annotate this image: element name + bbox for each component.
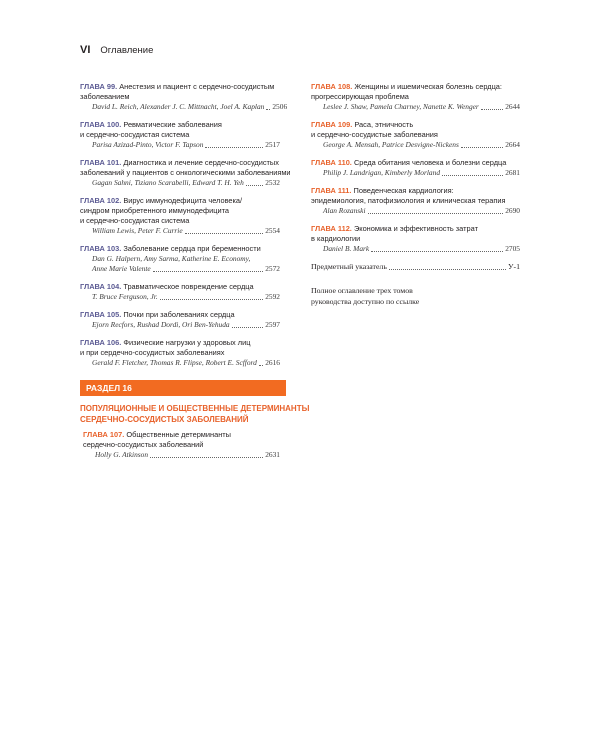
- toc-entry[interactable]: [80, 338, 280, 368]
- chapter-title-line: [311, 186, 520, 196]
- chapter-authors-line: [92, 320, 280, 330]
- chapter-title-line: [311, 92, 520, 102]
- note-line: руководства доступно по ссылке: [311, 296, 420, 306]
- chapter-title-text: заболеваний у пациентов с онкологическими заболеваниями: [80, 168, 291, 177]
- chapter-authors: Gerald F. Fletcher, Thomas R. Flipse, Robert E. Scfford: [92, 358, 257, 367]
- page-ref: 2690: [505, 206, 520, 215]
- chapter-title-text: Диагностика и лечение сердечно-сосудистых: [123, 158, 279, 167]
- chapter-authors: George A. Mensah, Patrice Desvigne-Nickens: [323, 140, 459, 149]
- chapter-title-line: [80, 130, 280, 140]
- toc-entry[interactable]: [311, 82, 520, 112]
- chapter-authors-line: [92, 140, 280, 150]
- toc-entry[interactable]: [80, 120, 280, 150]
- note-line: Полное оглавление трех томов: [311, 286, 413, 295]
- chapter-authors: Ejorn Recfors, Rushad Dordi, Ori Ben-Yehuda: [92, 320, 230, 329]
- chapter-authors: Philip J. Landrigan, Kimberly Morland: [323, 168, 441, 177]
- running-header: Оглавление: [100, 45, 154, 56]
- page-ref: 2705: [505, 244, 520, 253]
- leader-dots: [185, 233, 264, 234]
- chapter-title-line: [80, 310, 280, 320]
- chapter-title-line: [311, 196, 520, 206]
- toc-entry[interactable]: [311, 224, 520, 254]
- chapter-title-line: [80, 196, 280, 206]
- chapter-number: ГЛАВА 105.: [80, 310, 122, 319]
- leader-dots: [150, 457, 263, 458]
- right-column: [311, 82, 520, 307]
- chapter-title-line: [80, 168, 291, 178]
- chapter-authors: Holly G. Atkinson: [95, 450, 149, 459]
- chapter-title-text: Ревматические заболевания: [123, 120, 222, 129]
- page-number: VI: [80, 44, 91, 56]
- leader-dots: [259, 365, 263, 366]
- chapter-number: ГЛАВА 100.: [80, 120, 122, 129]
- chapter-number: ГЛАВА 106.: [80, 338, 122, 347]
- chapter-authors: Leslee J. Shaw, Pamela Charney, Nanette K. Wenger: [323, 102, 479, 111]
- toc-entry[interactable]: [80, 82, 288, 112]
- page-ref: 2517: [265, 140, 280, 149]
- chapter-title-text: и сердечно-сосудистая система: [80, 216, 190, 225]
- subject-index-label: Предметный указатель: [311, 262, 387, 271]
- chapter-authors-line: [92, 358, 280, 368]
- leader-dots: [266, 109, 270, 110]
- chapter-title-text: Вирус иммунодефицита человека/: [123, 196, 243, 205]
- chapter-authors-line: [92, 102, 288, 112]
- chapter-authors-line: [92, 264, 280, 274]
- chapter-authors: William Lewis, Peter F. Currie: [92, 226, 183, 235]
- chapter-title-text: Женщины и ишемическая болезнь сердца:: [354, 82, 502, 91]
- toc-entry[interactable]: [311, 186, 520, 216]
- chapter-number: ГЛАВА 112.: [311, 224, 352, 233]
- chapter-authors: Parisa Azizad-Pinto, Victor F. Tapson: [92, 140, 204, 149]
- chapter-title-text: Травматическое повреждение сердца: [123, 282, 254, 291]
- chapter-authors: T. Bruce Ferguson, Jr.: [92, 292, 158, 301]
- toc-entry[interactable]: [311, 158, 520, 178]
- chapter-authors: Gagan Sahni, Tiziano Scarabelli, Edward T. H. Yeh: [92, 178, 244, 187]
- page-ref: 2532: [265, 178, 280, 187]
- toc-entry[interactable]: [80, 244, 280, 274]
- leader-dots: [389, 269, 506, 270]
- chapter-authors: Alan Rozanski: [323, 206, 366, 215]
- chapter-authors-line: [323, 102, 520, 112]
- toc-entry[interactable]: [80, 158, 291, 188]
- leader-dots: [368, 213, 504, 214]
- chapter-title-text: Среда обитания человека и болезни сердца: [353, 158, 507, 167]
- chapter-title-line: [80, 120, 280, 130]
- chapter-authors: David L. Reich, Alexander J. C. Mittnacht, Joel A. Kaplan: [92, 102, 265, 111]
- chapter-title-text: Заболевание сердца при беременности: [123, 244, 261, 253]
- page-ref: 2681: [505, 168, 520, 177]
- full-toc-note: [311, 286, 520, 307]
- chapter-number: ГЛАВА 108.: [311, 82, 353, 91]
- page-ref: 2506: [272, 102, 288, 111]
- toc-entry[interactable]: [80, 196, 280, 236]
- page-ref: 2592: [265, 292, 280, 301]
- chapter-title-line: [311, 224, 520, 234]
- chapter-number: ГЛАВА 99.: [80, 82, 118, 91]
- chapter-title-line: [80, 92, 280, 102]
- subject-index-link[interactable]: [311, 262, 520, 272]
- chapter-title-line: [311, 120, 520, 130]
- chapter-title-line: [83, 430, 280, 440]
- section-title-line: СЕРДЕЧНО-СОСУДИСТЫХ ЗАБОЛЕВАНИЙ: [80, 414, 249, 424]
- chapter-title-text: и сердечно-сосудистые заболевания: [311, 130, 438, 139]
- chapter-title-text: Поведенческая кардиология:: [353, 186, 454, 195]
- chapter-authors-line: [95, 450, 280, 460]
- chapter-title-text: Общественные детерминанты: [126, 430, 231, 439]
- chapter-authors-line: [323, 140, 520, 150]
- toc-entry[interactable]: [80, 282, 280, 302]
- chapter-title-line: [80, 82, 280, 92]
- chapter-authors: Anne Marie Valente: [92, 264, 151, 273]
- chapter-authors-line: [323, 168, 520, 178]
- section-label-bar: РАЗДЕЛ 16: [80, 380, 286, 396]
- chapter-title-text: и сердечно-сосудистая система: [80, 130, 190, 139]
- chapter-title-text: Физические нагрузки у здоровых лиц: [123, 338, 251, 347]
- chapter-number: ГЛАВА 107.: [83, 430, 125, 439]
- toc-entry[interactable]: [311, 120, 520, 150]
- chapter-number: ГЛАВА 111.: [311, 186, 352, 195]
- leader-dots: [160, 299, 264, 300]
- page-header: [80, 44, 153, 56]
- chapter-title-line: [80, 244, 280, 254]
- chapter-authors-line: [92, 226, 280, 236]
- chapter-title-line: [311, 234, 520, 244]
- chapter-authors-line: [92, 254, 280, 264]
- left-column: [80, 82, 310, 468]
- page-ref: 2631: [265, 450, 280, 459]
- leader-dots: [153, 271, 264, 272]
- page-ref: 2664: [505, 140, 520, 149]
- chapter-title-line: [83, 440, 280, 450]
- chapter-title-line: [80, 348, 280, 358]
- chapter-title-text: синдром приобретенного иммунодефицита: [80, 206, 230, 215]
- toc-entry[interactable]: [83, 430, 280, 460]
- chapter-title-line: [311, 158, 520, 168]
- chapter-title-text: в кардиологии: [311, 234, 361, 243]
- chapter-title-text: и при сердечно-сосудистых заболеваниях: [80, 348, 225, 357]
- chapter-number: ГЛАВА 109.: [311, 120, 353, 129]
- page-ref: 2616: [265, 358, 280, 367]
- chapter-authors: Daniel B. Mark: [323, 244, 370, 253]
- toc-entry[interactable]: [80, 310, 280, 330]
- chapter-title-text: Экономика и эффективность затрат: [353, 224, 478, 233]
- leader-dots: [246, 185, 263, 186]
- page-ref: У-1: [507, 262, 520, 271]
- chapter-title-text: Раса, этничность: [354, 120, 414, 129]
- chapter-authors-line: [323, 206, 520, 216]
- chapter-authors-line: [323, 244, 520, 254]
- leader-dots: [232, 327, 264, 328]
- chapter-authors-line: [92, 292, 280, 302]
- chapter-title-text: Почки при заболеваниях сердца: [123, 310, 235, 319]
- chapter-number: ГЛАВА 104.: [80, 282, 122, 291]
- leader-dots: [481, 109, 503, 110]
- chapter-number: ГЛАВА 101.: [80, 158, 122, 167]
- leader-dots: [442, 175, 503, 176]
- chapter-title-line: [311, 130, 520, 140]
- chapter-title-text: заболеванием: [80, 92, 130, 101]
- chapter-title-text: эпидемиология, патофизиология и клиническая терапия: [311, 196, 506, 205]
- chapter-authors: Dan G. Halpern, Amy Sarma, Katherine E. Economy,: [92, 254, 251, 263]
- page-ref: 2597: [265, 320, 280, 329]
- chapter-title-line: [80, 282, 280, 292]
- chapter-title-text: сердечно-сосудистых заболеваний: [83, 440, 204, 449]
- chapter-title-line: [80, 338, 280, 348]
- page-ref: 2572: [265, 264, 280, 273]
- page-ref: 2554: [265, 226, 280, 235]
- chapter-title-line: [80, 216, 280, 226]
- leader-dots: [461, 147, 503, 148]
- chapter-title-text: Анестезия и пациент с сердечно-сосудистым: [119, 82, 275, 91]
- page-ref: 2644: [505, 102, 520, 111]
- chapter-title-line: [80, 158, 280, 168]
- section-title-line: ПОПУЛЯЦИОННЫЕ И ОБЩЕСТВЕННЫЕ ДЕТЕРМИНАНТЫ: [80, 404, 310, 413]
- chapter-authors-line: [92, 178, 280, 188]
- leader-dots: [205, 147, 263, 148]
- chapter-title-line: [80, 206, 280, 216]
- chapter-number: ГЛАВА 103.: [80, 244, 122, 253]
- chapter-number: ГЛАВА 110.: [311, 158, 352, 167]
- chapter-title-text: прогрессирующая проблема: [311, 92, 409, 101]
- chapter-number: ГЛАВА 102.: [80, 196, 122, 205]
- chapter-title-line: [311, 82, 520, 92]
- leader-dots: [371, 251, 503, 252]
